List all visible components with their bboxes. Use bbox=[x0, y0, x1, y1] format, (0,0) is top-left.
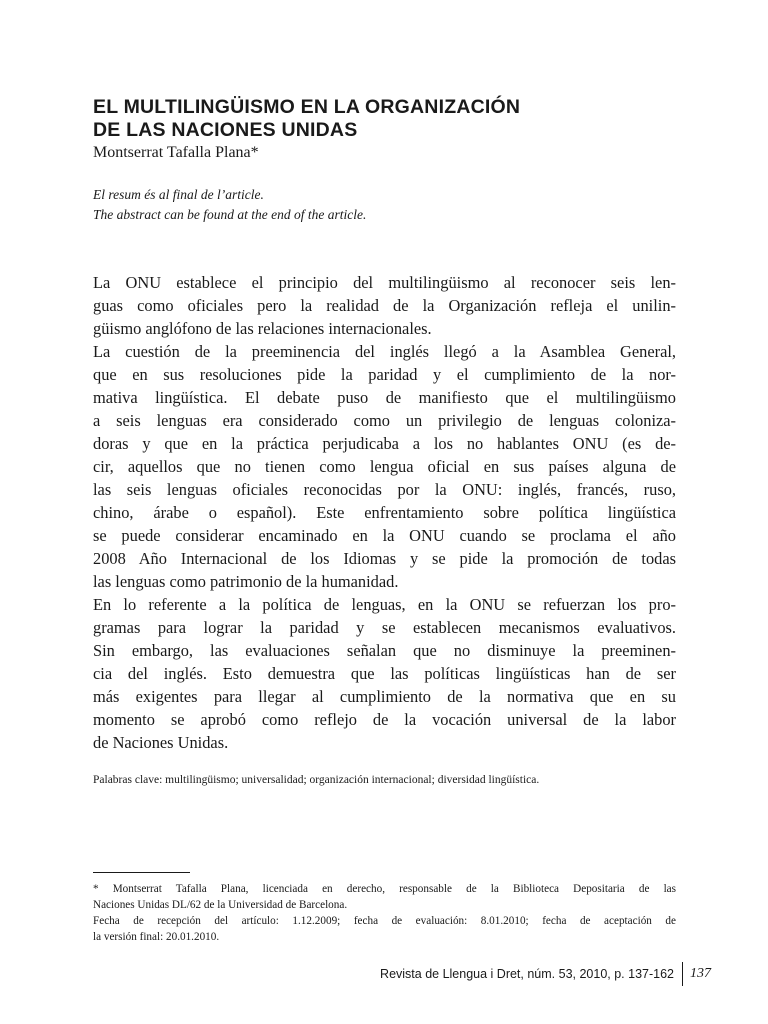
abstract-line: gramas para lograr la paridad y se establecen mecanismos evaluativos. bbox=[93, 618, 676, 637]
abstract-line: que en sus resoluciones pide la paridad y el cumplimiento de la nor- bbox=[93, 365, 676, 384]
abstract-line: cir, aquellos que no tienen como lengua oficial en sus países alguna de bbox=[93, 457, 676, 476]
abstract-line: La cuestión de la preeminencia del inglés llegó a la Asamblea General, bbox=[93, 342, 676, 361]
footnote-line: Fecha de recepción del artículo: 1.12.2009; fecha de evaluación: 8.01.2010; fecha de aceptación de bbox=[93, 915, 676, 927]
abstract-line: güismo anglófono de las relaciones internacionales. bbox=[93, 319, 432, 338]
footnote-line: * Montserrat Tafalla Plana, licenciada en derecho, responsable de la Biblioteca Depositaria de las bbox=[93, 883, 676, 895]
article-title bbox=[93, 96, 676, 142]
footnote-line: la versión final: 20.01.2010. bbox=[93, 931, 220, 943]
title-line-2: DE LAS NACIONES UNIDAS bbox=[93, 119, 358, 141]
title-line-1: EL MULTILINGÜISMO EN LA ORGANIZACIÓN bbox=[93, 96, 521, 118]
abstract-line: de Naciones Unidas. bbox=[93, 733, 229, 752]
page-number: 137 bbox=[690, 966, 711, 981]
abstract-line: cia del inglés. Esto demuestra que las políticas lingüísticas han de ser bbox=[93, 664, 676, 683]
abstract-line: a seis lenguas era considerado como un privilegio de lenguas coloniza- bbox=[93, 411, 676, 430]
footnote-line: Naciones Unidas DL/62 de la Universidad de Barcelona. bbox=[93, 899, 348, 911]
journal-citation: Revista de Llengua i Dret, núm. 53, 2010, p. 137-162 bbox=[380, 967, 674, 981]
abstract-line: 2008 Año Internacional de los Idiomas y se pide la promoción de todas bbox=[93, 549, 676, 568]
abstract bbox=[93, 271, 676, 754]
abstract-line: las lenguas como patrimonio de la humanidad. bbox=[93, 572, 399, 591]
abstract-line: Sin embargo, las evaluaciones señalan que no disminuye la preeminen- bbox=[93, 641, 676, 660]
keywords: Palabras clave: multilingüismo; universalidad; organización internacional; diversidad lingüística. bbox=[93, 774, 540, 786]
footnote bbox=[93, 881, 676, 945]
page-footer bbox=[380, 962, 711, 986]
abstract-line: más exigentes para llegar al cumplimiento de la normativa que en su bbox=[93, 687, 676, 706]
abstract-line: las seis lenguas oficiales reconocidas por la ONU: inglés, francés, ruso, bbox=[93, 480, 676, 499]
abstract-line: doras y que en la práctica perjudicaba a los no hablantes ONU (es de- bbox=[93, 434, 676, 453]
abstract-line: chino, árabe o español). Este enfrentamiento sobre política lingüística bbox=[93, 503, 676, 522]
abstract-line: La ONU establece el principio del multilingüismo al reconocer seis len- bbox=[93, 273, 676, 292]
abstract-line: En lo referente a la política de lenguas, en la ONU se refuerzan los pro- bbox=[93, 595, 676, 614]
abstract-notes bbox=[93, 185, 676, 225]
abstract-line: guas como oficiales pero la realidad de la Organización refleja el unilin- bbox=[93, 296, 676, 315]
abstract-line: momento se aprobó como reflejo de la vocación universal de la labor bbox=[93, 710, 676, 729]
note-english: The abstract can be found at the end of the article. bbox=[93, 207, 367, 222]
abstract-line: se puede considerar encaminado en la ONU cuando se proclama el año bbox=[93, 526, 676, 545]
note-catalan: El resum és al final de l’article. bbox=[93, 187, 264, 202]
abstract-line: mativa lingüística. El debate puso de manifiesto que el multilingüismo bbox=[93, 388, 676, 407]
author-name: Montserrat Tafalla Plana* bbox=[93, 144, 259, 161]
article-page bbox=[93, 96, 676, 788]
footnote-divider bbox=[93, 872, 190, 873]
